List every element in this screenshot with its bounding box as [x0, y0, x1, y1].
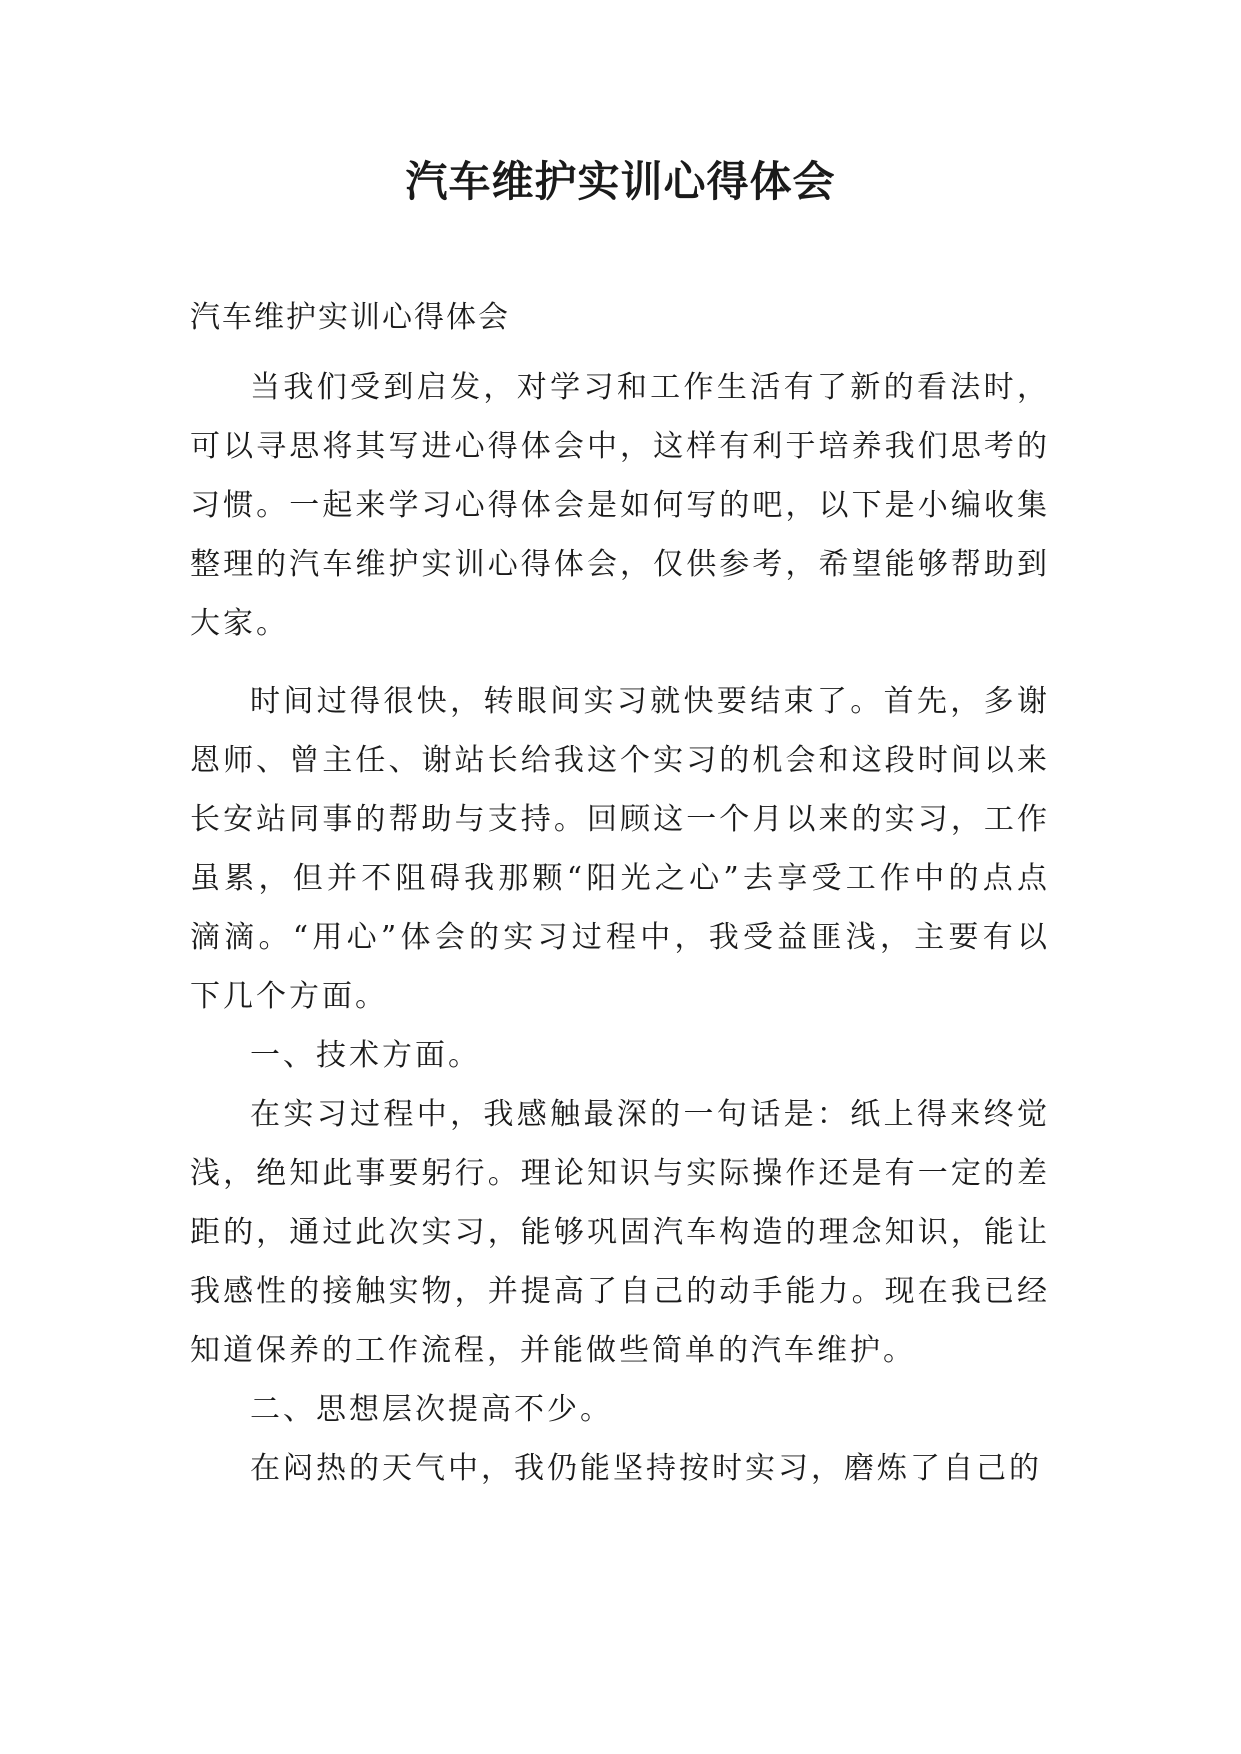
section-heading-thinking: 二、思想层次提高不少。 — [250, 1392, 613, 1427]
intro-paragraph: 当我们受到启发，对学习和工作生活有了新的看法时，可以寻思将其写进心得体会中，这样有利于培养我们思考的习惯。一起来学习心得体会是如何写的吧，以下是小编收集整理的汽车维护实训心得体会，仅供参考，希望能够帮助到大家。 — [190, 370, 1050, 641]
document-subtitle: 汽车维护实训心得体会 — [190, 300, 510, 335]
body-paragraph: 时间过得很快，转眼间实习就快要结束了。首先，多谢恩师、曾主任、谢站长给我这个实习的机会和这段时间以来长安站同事的帮助与支持。回顾这一个月以来的实习，工作虽累，但并不阻碍我那颗“阳光之心”去享受工作中的点点滴滴。“用心”体会的实习过程中，我受益匪浅，主要有以下几个方面。 — [190, 684, 1050, 1014]
intro-block — [190, 358, 1050, 653]
section-heading-technology: 一、技术方面。 — [250, 1038, 481, 1073]
body-paragraph: 在实习过程中，我感触最深的一句话是：纸上得来终觉浅，绝知此事要躬行。理论知识与实际操作还是有一定的差距的，通过此次实习，能够巩固汽车构造的理念知识，能让我感性的接触实物，并提高了自己的动手能力。现在我已经知道保养的工作流程，并能做些简单的汽车维护。 — [190, 1097, 1050, 1368]
body-paragraph: 在闷热的天气中，我仍能坚持按时实习，磨炼了自己的 — [250, 1451, 1042, 1486]
main-body — [190, 672, 1050, 1498]
document-title: 汽车维护实训心得体会 — [405, 157, 836, 206]
